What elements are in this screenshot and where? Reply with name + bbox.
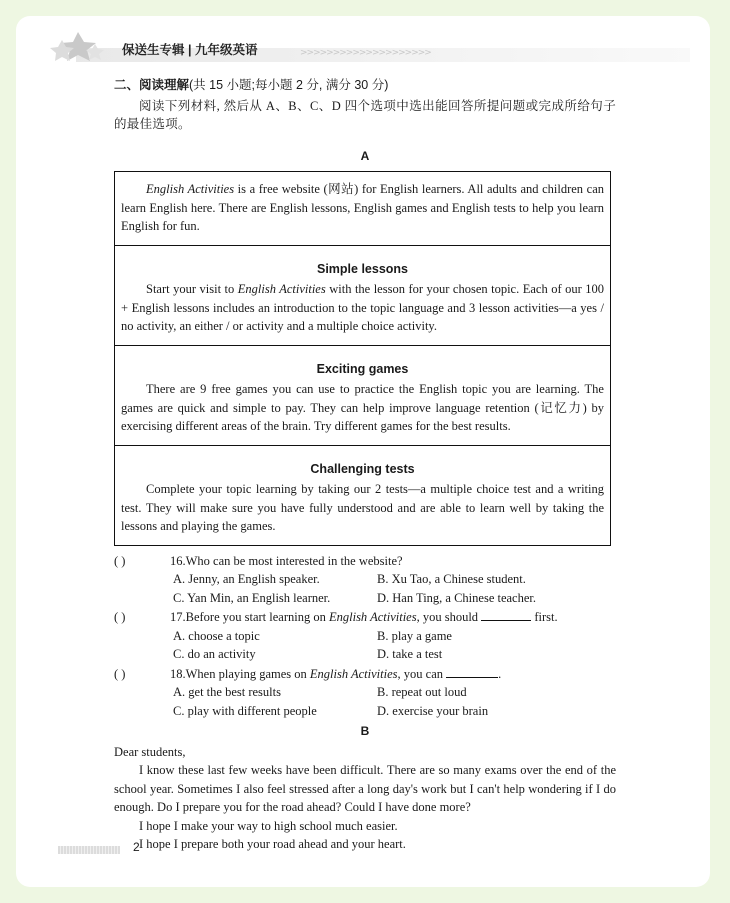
question-17 (114, 608, 616, 664)
letter-paragraph: I know these last few weeks have been difficult. There are so many exams over the end of the school year. Sometimes I also feel stressed after a long day's work but I can't help wondering if I do enough. Do I prepare you for the road ahead? Could I have done more? (114, 763, 616, 814)
section-heading-games: Exciting games (316, 361, 409, 376)
question-text (186, 665, 502, 684)
option-b[interactable]: B. Xu Tao, a Chinese student. (377, 572, 526, 586)
answer-bracket[interactable]: ( ) (114, 610, 126, 624)
passage-a-label: A (360, 148, 370, 163)
section-note: (共 15 小题;每小题 2 分, 满分 30 分) (189, 78, 389, 92)
letter-greeting: Dear students, (114, 744, 186, 759)
option-d[interactable]: D. Han Ting, a Chinese teacher. (377, 590, 537, 605)
running-header (40, 30, 690, 58)
tests-paragraph: Complete your topic learning by taking our 2 tests—a multiple choice test and a writing test. They will make sure you have fully understood and are able to learn well by taking the lessons and playing the games. (121, 482, 604, 533)
site-name: English Activities (146, 182, 235, 196)
passage-a-box (114, 171, 611, 546)
stem-tail: . (498, 666, 502, 681)
stem-em: English Activities (309, 666, 398, 681)
stem-pre: When playing games on (185, 666, 310, 681)
lessons-text-pre: Start your visit to (146, 282, 238, 296)
question-number: 16. (170, 553, 186, 568)
answer-blank[interactable] (481, 608, 531, 621)
lessons-paragraph (121, 280, 604, 336)
question-text: Who can be most interested in the website? (185, 553, 403, 568)
option-d[interactable]: D. take a test (377, 647, 443, 661)
passage-a-intro (115, 172, 610, 245)
intro-paragraph (121, 180, 604, 236)
passage-a-section-tests (115, 445, 610, 545)
section-instruction: 阅读下列材料, 然后从 A、B、C、D 四个选项中选出能回答所提问题或完成所给句子的最佳选项。 (114, 98, 616, 131)
answer-bracket[interactable]: ( ) (114, 666, 126, 681)
stem-post: , you can (397, 666, 443, 681)
option-c[interactable]: C. Yan Min, an English learner. (173, 590, 331, 605)
footer-band (58, 846, 120, 854)
lessons-site-name: English Activities (237, 282, 326, 296)
question-stem (114, 552, 616, 571)
page-number: 2 (133, 840, 140, 854)
question-number: 17. (170, 610, 186, 624)
letter-paragraph: I hope I make your way to high school much easier. (139, 818, 398, 833)
question-stem (114, 608, 616, 627)
section-heading (114, 76, 616, 95)
option-b[interactable]: B. play a game (377, 628, 452, 643)
header-title: 保送生专辑 | 九年级英语 (122, 43, 258, 57)
star-ornament-icon (40, 30, 120, 64)
options (114, 683, 616, 720)
answer-bracket[interactable]: ( ) (114, 553, 126, 568)
question-number: 18. (170, 666, 186, 681)
option-a[interactable]: A. Jenny, an English speaker. (173, 572, 320, 586)
letter-paragraph: I hope I prepare both your road ahead and your heart. (139, 837, 406, 851)
stem-pre: Before you start learning on (185, 610, 329, 624)
question-16 (114, 552, 616, 608)
header-chevrons: >>>>>>>>>>>>>>>>>>>> (300, 48, 431, 58)
option-c[interactable]: C. do an activity (173, 647, 256, 661)
stem-post: , you should (416, 610, 479, 624)
option-b[interactable]: B. repeat out loud (377, 685, 467, 699)
answer-blank[interactable] (446, 665, 498, 678)
section-heading-tests: Challenging tests (310, 461, 415, 476)
option-d[interactable]: D. exercise your brain (377, 703, 489, 718)
lessons-text-post: with the lesson for your chosen topic. Each of our 100 + English lessons includes an introduction to the topic language and 3 lesson activities—a yes / no activity, an either / or activity and a multiple choice activity. (121, 282, 605, 333)
games-paragraph: There are 9 free games you can use to practice the English topic you are learning. The games are quick and simple to pay. They can help improve language retention (记忆力) by exercising different areas of the brain. Try different games for the best results. (121, 382, 604, 433)
main-content (114, 76, 616, 854)
intro-text: is a free website (网站) for English learners. All adults and children can learn English here. There are English lessons, English games and English tests to help you learn English for fun. (121, 182, 604, 233)
question-stem (114, 665, 616, 684)
passage-a-section-lessons (115, 245, 610, 345)
passage-a-section-games (115, 345, 610, 445)
question-text (186, 608, 558, 627)
option-c[interactable]: C. play with different people (173, 703, 317, 718)
question-18 (114, 665, 616, 721)
section-title: 二、阅读理解 (114, 78, 190, 92)
stem-em: English Activities (328, 610, 417, 624)
option-a[interactable]: A. get the best results (173, 685, 281, 699)
options (114, 627, 616, 664)
option-a[interactable]: A. choose a topic (173, 628, 260, 643)
stem-tail: first. (531, 610, 558, 624)
options (114, 570, 616, 607)
passage-b-letter (114, 743, 616, 854)
section-heading-lessons: Simple lessons (316, 261, 408, 276)
passage-b-label: B (360, 724, 370, 738)
